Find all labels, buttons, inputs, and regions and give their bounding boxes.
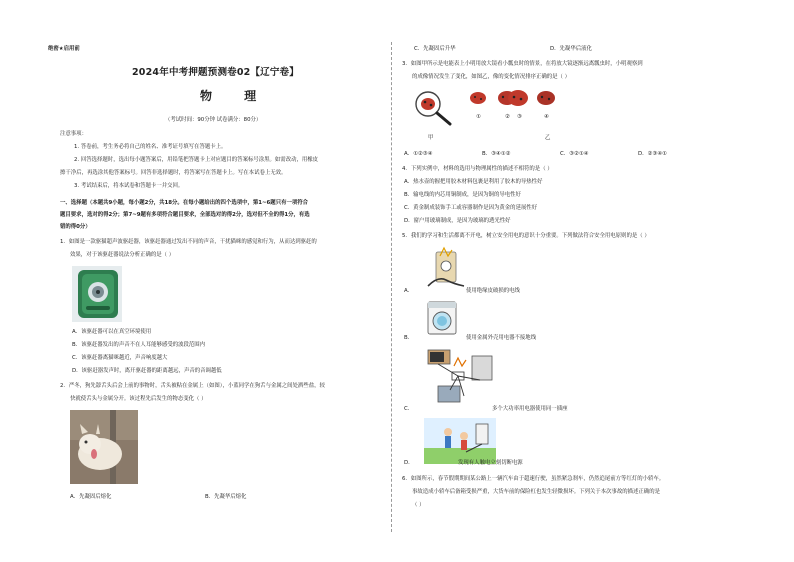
q4-option-c: C．黄金制成装饰手工或容器制作是因为黄金的延展性好	[404, 205, 538, 211]
notes-heading: 注意事项：	[60, 131, 87, 137]
q5-option-a-letter: A．	[404, 288, 414, 294]
dog-tongue-photo	[70, 410, 138, 484]
q5-option-b-letter: B．	[404, 335, 414, 341]
q4-option-a: A．热水壶的握把用胶木材料包裹是利用了胶木的导热性好	[404, 179, 543, 185]
q5-option-c-letter: C．	[404, 406, 414, 412]
ladybug-image-4	[535, 89, 557, 107]
magnifier-figure	[410, 88, 466, 132]
q2-option-c: C．先凝固后升华	[414, 46, 456, 52]
q5-stem: 5．我们的学习和生活都离不开电，树立安全用电的意识十分重要。下列做法符合安全用电原则的是（ ）	[402, 233, 650, 239]
note-line-3: 擦干净后，再选涂其他答案标号。回答非选择题时，将答案写在答题卡上。写在本试卷上无效。	[60, 170, 287, 176]
q3-option-c: C．③②①④	[560, 151, 589, 157]
overloaded-socket-image	[424, 346, 496, 410]
q5-option-a-text: 使用绝缘皮破损的电线	[466, 288, 520, 294]
note-line-4: 3. 考试结束后，将本试卷和答题卡一并交回。	[74, 183, 184, 189]
q4-option-d: D．窗户用玻璃制成，是因为玻璃的透光性好	[404, 218, 511, 224]
note-line-1: 1. 答卷前，考生务必将自己的姓名、准考证号填写在答题卡上。	[74, 144, 227, 150]
q3-option-b: B．③④①②	[482, 151, 511, 157]
q3-label-2: ②	[505, 114, 510, 120]
exam-title: 2024年中考押题预测卷02【辽宁卷】	[132, 67, 299, 78]
confidential-tag: 绝密★启用前	[48, 46, 80, 52]
section1-line-2: 题目要求，选对的得2分；第7~9题有多项符合题目要求，全部选对的得2分，选对但不全的得1分，有选	[60, 212, 310, 218]
q5-option-d-letter: D．	[404, 460, 414, 466]
q4-option-b: B．输电线的内芯用铜制成，是因为铜的导电性好	[404, 192, 521, 198]
electric-shock-image	[424, 418, 496, 464]
q3-label-jia: 甲	[428, 135, 434, 141]
q5-option-d-text: 发现有人触电立刻切断电源	[458, 460, 523, 466]
q1-option-d: D．该驱赶器发声时，离开驱赶器的距离越远，声音的音调越低	[72, 368, 222, 374]
left-column	[48, 0, 380, 562]
q1-stem-2: 效果，对于该驱赶器说法分析正确的是（ ）	[70, 252, 175, 258]
q3-label-yi: 乙	[545, 135, 551, 141]
q6-stem-1: 6．如图所示，春节假期期间某公路上一辆汽车由于超速行驶，虽然紧急刹车，仍然追尾前方等红灯的小轿车。	[402, 476, 665, 482]
q1-option-c: C．该驱赶器离猫咪越近，声音响度越大	[72, 355, 168, 361]
q1-option-b: B．该驱赶器发出的声音不在人耳能够感受的波段范围内	[72, 342, 206, 348]
q6-stem-2: 事故造成小轿车后备箱受损严重，大货车前的保险杠也发生轻微损坏。下列关于本次事故的描述正确的是	[412, 489, 660, 495]
subject-title: 物 理	[200, 89, 271, 103]
q3-option-d: D．②③④①	[638, 151, 667, 157]
q2-stem-2: 快就使舌头与金属分开。该过程先后发生的物态变化（ ）	[70, 396, 207, 402]
section1-line-3: 错的得0分）	[60, 224, 91, 230]
q2-option-d: D．先凝华后液化	[550, 46, 592, 52]
q3-stem-1: 3．如图甲所示是电能表上小明用放大镜看小瓢虫时的情景，在将放大镜逐渐远离瓢虫时，小明观察到	[402, 61, 643, 67]
right-column	[402, 0, 747, 562]
q3-label-1: ①	[476, 114, 481, 120]
q3-label-3: ③	[517, 114, 522, 120]
q2-option-b: B．先凝华后熔化	[205, 494, 247, 500]
washing-machine-image	[424, 298, 460, 338]
exam-info: （考试时间：90分钟 试卷满分：80分）	[165, 117, 262, 123]
q4-stem: 4．下列实例中，材料的选用与物理属性的描述不相符的是（ ）	[402, 166, 553, 172]
q1-stem-1: 1．如图是一款驱猫超声波驱赶器，该驱赶器通过发出不同的声音，干扰猫咪的感觉和行为，从而达到驱赶的	[60, 239, 317, 245]
ladybug-image-3	[506, 88, 530, 108]
damaged-wire-image	[424, 246, 468, 292]
q3-option-a: A．①②③④	[404, 151, 433, 157]
q6-stem-3: （ ）	[412, 502, 425, 508]
q2-stem-1: 2．严冬，狗先舔舌头后会上前的事物时，舌头被粘在金属上（如图），小蓝同学在狗舌与金属之间处洒些盐，较	[60, 383, 325, 389]
q3-label-4: ④	[544, 114, 549, 120]
q3-stem-2: 的成像情况发生了变化，如图乙，像的变化情况排序正确的是（ ）	[412, 74, 571, 80]
ladybug-image-1	[468, 90, 488, 106]
section1-line-1: 一、选择题（本题共9小题，每小题2分，共18分。在每小题给出的四个选项中，第1~6题只有一项符合	[60, 200, 309, 206]
q2-option-a: A．先凝固后熔化	[70, 494, 112, 500]
q5-option-c-text: 多个大功率用电器使用同一插座	[492, 406, 568, 412]
ultrasonic-device-image	[72, 266, 122, 322]
q1-option-a: A．该驱赶器可以在真空环境使用	[72, 329, 152, 335]
q5-option-b-text: 使用金属外壳用电器不接地线	[466, 335, 537, 341]
column-divider	[391, 42, 392, 532]
note-line-2: 2. 回答选择题时，选出每小题答案后，用铅笔把答题卡上对应题目的答案标号涂黑。如需改动，用橡皮	[74, 157, 319, 163]
